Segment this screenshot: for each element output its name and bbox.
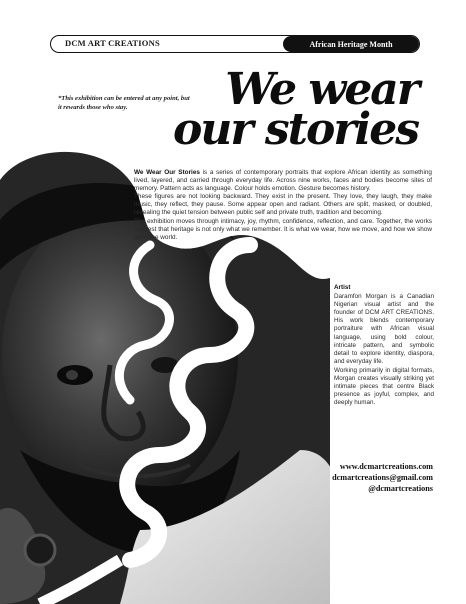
heritage-month-pill: African Heritage Month <box>283 36 419 52</box>
exhibition-note: *This exhibition can be entered at any point, but it rewards those who stay. <box>58 95 190 111</box>
intro-lead: We Wear Our Stories <box>134 169 200 176</box>
title-line-1: We wear <box>225 64 418 115</box>
intro-text <box>134 169 432 242</box>
artist-paragraph-1: Daramfon Morgan is a Canadian Nigerian visual artist and the founder of DCM ART CREATIONS. His work blends contemporary portraiture with African visual language, using bold colour, intricate pattern, and symbolic detail to explore identity, diaspora, and everyday life. <box>334 293 434 365</box>
page-title <box>173 64 418 155</box>
brand-name: DCM ART CREATIONS <box>65 38 160 48</box>
email-link[interactable]: dcmartcreations@gmail.com <box>332 473 433 483</box>
title-line-2: our stories <box>173 104 418 155</box>
intro-paragraph-1-body: is a series of contemporary portraits that explore African identity as something lived, layered, and carried through everyday life. Across nine works, faces and bodies become sites of memory. Pattern acts as language. Colour holds emotion. Gesture becomes history. <box>134 169 432 193</box>
intro-paragraph-1 <box>134 169 432 193</box>
intro-paragraph-3: The exhibition moves through intimacy, joy, rhythm, confidence, reflection, and care. Together, the works suggest that heritage is not only what we remember. It is what we wear, how we move, and how we show up in the world. <box>134 217 432 241</box>
artist-bio <box>334 284 434 408</box>
artist-paragraph-2: Working primarily in digital formats, Morgan creates visually striking yet intimate pieces that centre Black presence as joyful, complex, and deeply human. <box>334 366 434 407</box>
artist-label: Artist <box>334 284 351 291</box>
social-handle[interactable]: @dcmartcreations <box>368 484 433 494</box>
header-bar <box>50 35 420 53</box>
contact-block <box>332 461 433 495</box>
website-link[interactable]: www.dcmartcreations.com <box>339 462 433 471</box>
intro-paragraph-2: These figures are not looking backward. They exist in the present. They love, they laugh, they make music, they reflect, they pause. Some appear open and radiant. Others are split, masked, or doubled, revealing the quiet tension between public self and private truth, tradition and becoming. <box>134 193 432 217</box>
